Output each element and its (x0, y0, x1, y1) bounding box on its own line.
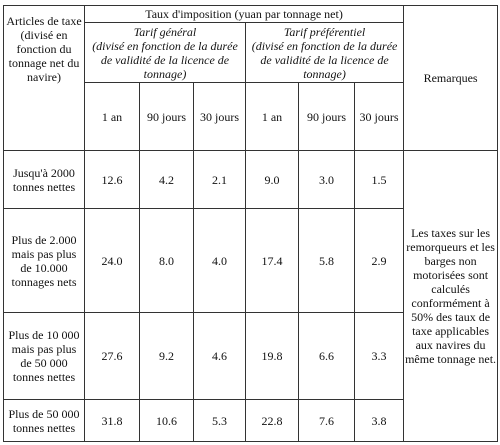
rate-cell: 3.8 (355, 400, 404, 442)
tonnage-tax-table (3, 5, 498, 442)
row-label: Jusqu'à 2000 tonnes nettes (4, 151, 85, 209)
rate-cell: 9.2 (140, 313, 194, 400)
table-row (4, 151, 498, 209)
rate-cell: 22.8 (246, 400, 299, 442)
rate-cell: 12.6 (85, 151, 140, 209)
remarks-cell: Les taxes sur les remorqueurs et les barges non motorisées sont calculés conformément à 50% des taux de taxe applicables aux navires du même tonnage net. (404, 151, 498, 442)
rate-cell: 31.8 (85, 400, 140, 442)
rate-cell: 3.0 (299, 151, 355, 209)
rate-cell: 9.0 (246, 151, 299, 209)
rate-cell: 1.5 (355, 151, 404, 209)
period-header: 1 an (246, 83, 299, 151)
rate-cell: 27.6 (85, 313, 140, 400)
preferential-tariff-subtitle: (divisé en fonction de la durée de validité de la licence de tonnage) (251, 38, 398, 81)
tax-rate-header: Taux d'imposition (yuan par tonnage net) (85, 6, 404, 23)
general-tariff-title: Tarif général (133, 24, 197, 39)
row-label: Plus de 50 000 tonnes nettes (4, 400, 85, 442)
rate-cell: 19.8 (246, 313, 299, 400)
rate-cell: 4.2 (140, 151, 194, 209)
preferential-tariff-title: Tarif préférentiel (283, 24, 366, 39)
preferential-tariff-header (246, 23, 404, 83)
period-header: 90 jours (299, 83, 355, 151)
rate-cell: 5.3 (194, 400, 246, 442)
remarks-header: Remarques (404, 6, 498, 151)
row-label: Plus de 2.000 mais pas plus de 10.000 tonnages nets (4, 209, 85, 313)
general-tariff-subtitle: (divisé en fonction de la durée de validité de la licence de tonnage) (92, 38, 238, 81)
rate-cell: 2.1 (194, 151, 246, 209)
rate-cell: 4.0 (194, 209, 246, 313)
rate-cell: 6.6 (299, 313, 355, 400)
period-header: 30 jours (355, 83, 404, 151)
rate-cell: 17.4 (246, 209, 299, 313)
rate-cell: 8.0 (140, 209, 194, 313)
rate-cell: 2.9 (355, 209, 404, 313)
period-header: 30 jours (194, 83, 246, 151)
row-label: Plus de 10 000 mais pas plus de 50 000 tonnes nettes (4, 313, 85, 400)
rate-cell: 10.6 (140, 400, 194, 442)
rate-cell: 4.6 (194, 313, 246, 400)
period-header: 90 jours (140, 83, 194, 151)
period-header: 1 an (85, 83, 140, 151)
general-tariff-header (85, 23, 246, 83)
rate-cell: 24.0 (85, 209, 140, 313)
rate-cell: 7.6 (299, 400, 355, 442)
rate-cell: 3.3 (355, 313, 404, 400)
rate-cell: 5.8 (299, 209, 355, 313)
articles-header: Articles de taxe (divisé en fonction du tonnage net du navire) (4, 6, 85, 151)
